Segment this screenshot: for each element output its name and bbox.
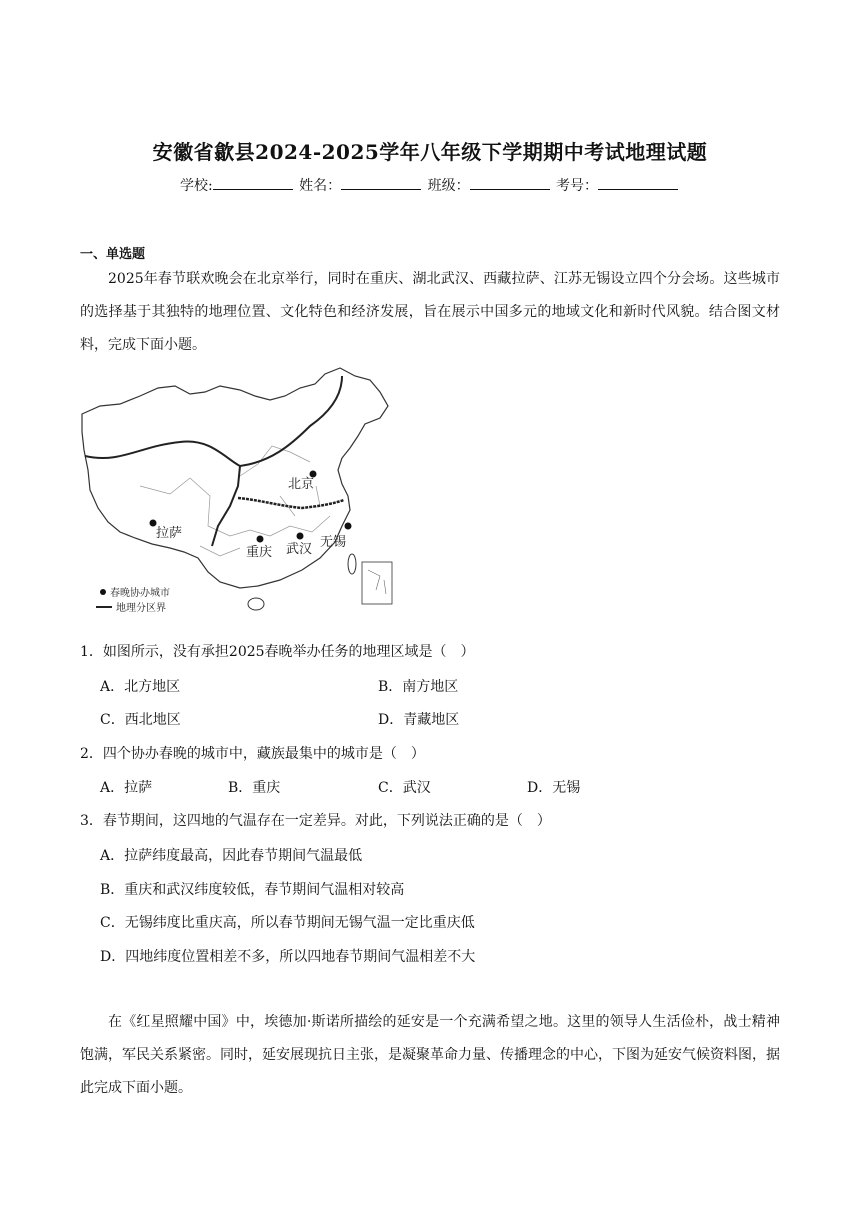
region-boundary-qinling (238, 498, 344, 508)
q1-option-c[interactable]: C．西北地区 (100, 712, 181, 728)
q2-option-b[interactable]: B．重庆 (228, 780, 281, 796)
q1-option-a[interactable]: A．北方地区 (100, 679, 181, 695)
legend-line-label: 地理分区界 (116, 603, 166, 614)
city-dot-wuxi (345, 523, 352, 530)
question-3-stem: 3．春节期间，这四地的气温存在一定差异。对此，下列说法正确的是（ ） (80, 813, 551, 829)
page-title: 安徽省歙县2024-2025学年八年级下学期期中考试地理试题 (152, 140, 708, 164)
south-sea-inset (362, 562, 392, 604)
legend-dot-icon (100, 589, 106, 595)
region-boundary-northwest (85, 376, 342, 466)
city-label-wuhan: 武汉 (286, 542, 313, 557)
name-blank[interactable] (341, 175, 421, 190)
question-2-stem: 2．四个协办春晚的城市中，藏族最集中的城市是（ ） (80, 746, 425, 762)
city-label-wuxi: 无锡 (320, 535, 347, 550)
class-label: 班级： (427, 178, 470, 194)
city-label-chongqing: 重庆 (246, 545, 273, 560)
china-outline (82, 368, 388, 588)
q1-option-b[interactable]: B．南方地区 (378, 679, 459, 695)
intro-paragraph-1: 2025年春节联欢晚会在北京举行，同时在重庆、湖北武汉、西藏拉萨、江苏无锡设立四个分会场。这些城市的选择基于其独特的地理位置、文化特色和经济发展，旨在展示中国多元的地域文化和新时代风貌。结合图文材料，完成下面小题。 (80, 271, 780, 353)
student-info-line (0, 175, 860, 195)
q2-option-d[interactable]: D．无锡 (527, 780, 581, 796)
city-dot-wuhan (297, 533, 304, 540)
q3-option-d[interactable]: D．四地纬度位置相差不多，所以四地春节期间气温相差不大 (100, 949, 476, 965)
china-regions-map (80, 366, 395, 616)
intro-paragraph-2: 在《红星照耀中国》中，埃德加·斯诺所描绘的延安是一个充满希望之地。这里的领导人生活俭朴，战士精神饱满，军民关系紧密。同时，延安展现抗日主张，是凝聚革命力量、传播理念的中心，下图为延安气候资料图，据此完成下面小题。 (80, 1014, 780, 1096)
q3-option-b[interactable]: B．重庆和武汉纬度较低，春节期间气温相对较高 (100, 882, 405, 898)
number-label: 考号： (556, 178, 599, 194)
q2-option-c[interactable]: C．武汉 (378, 780, 431, 796)
hainan-island (248, 598, 264, 610)
q3-option-a[interactable]: A．拉萨纬度最高，因此春节期间气温最低 (100, 848, 363, 864)
school-blank[interactable] (213, 175, 293, 190)
question-1-stem: 1．如图所示，没有承担2025春晚举办任务的地理区域是（ ） (80, 644, 475, 660)
city-label-lhasa: 拉萨 (156, 526, 183, 541)
name-label: 姓名： (299, 178, 342, 194)
q3-option-c[interactable]: C．无锡纬度比重庆高，所以春节期间无锡气温一定比重庆低 (100, 915, 475, 931)
school-label: 学校: (179, 178, 213, 194)
number-blank[interactable] (598, 175, 678, 190)
legend-dot-label: 春晚协办城市 (110, 588, 170, 599)
section-heading: 一、单选题 (80, 247, 146, 262)
city-dot-chongqing (257, 536, 264, 543)
taiwan-island (348, 554, 356, 574)
q1-option-d[interactable]: D．青藏地区 (378, 712, 460, 728)
q2-option-a[interactable]: A．拉萨 (100, 780, 153, 796)
class-blank[interactable] (470, 175, 550, 190)
city-label-beijing: 北京 (288, 477, 315, 492)
